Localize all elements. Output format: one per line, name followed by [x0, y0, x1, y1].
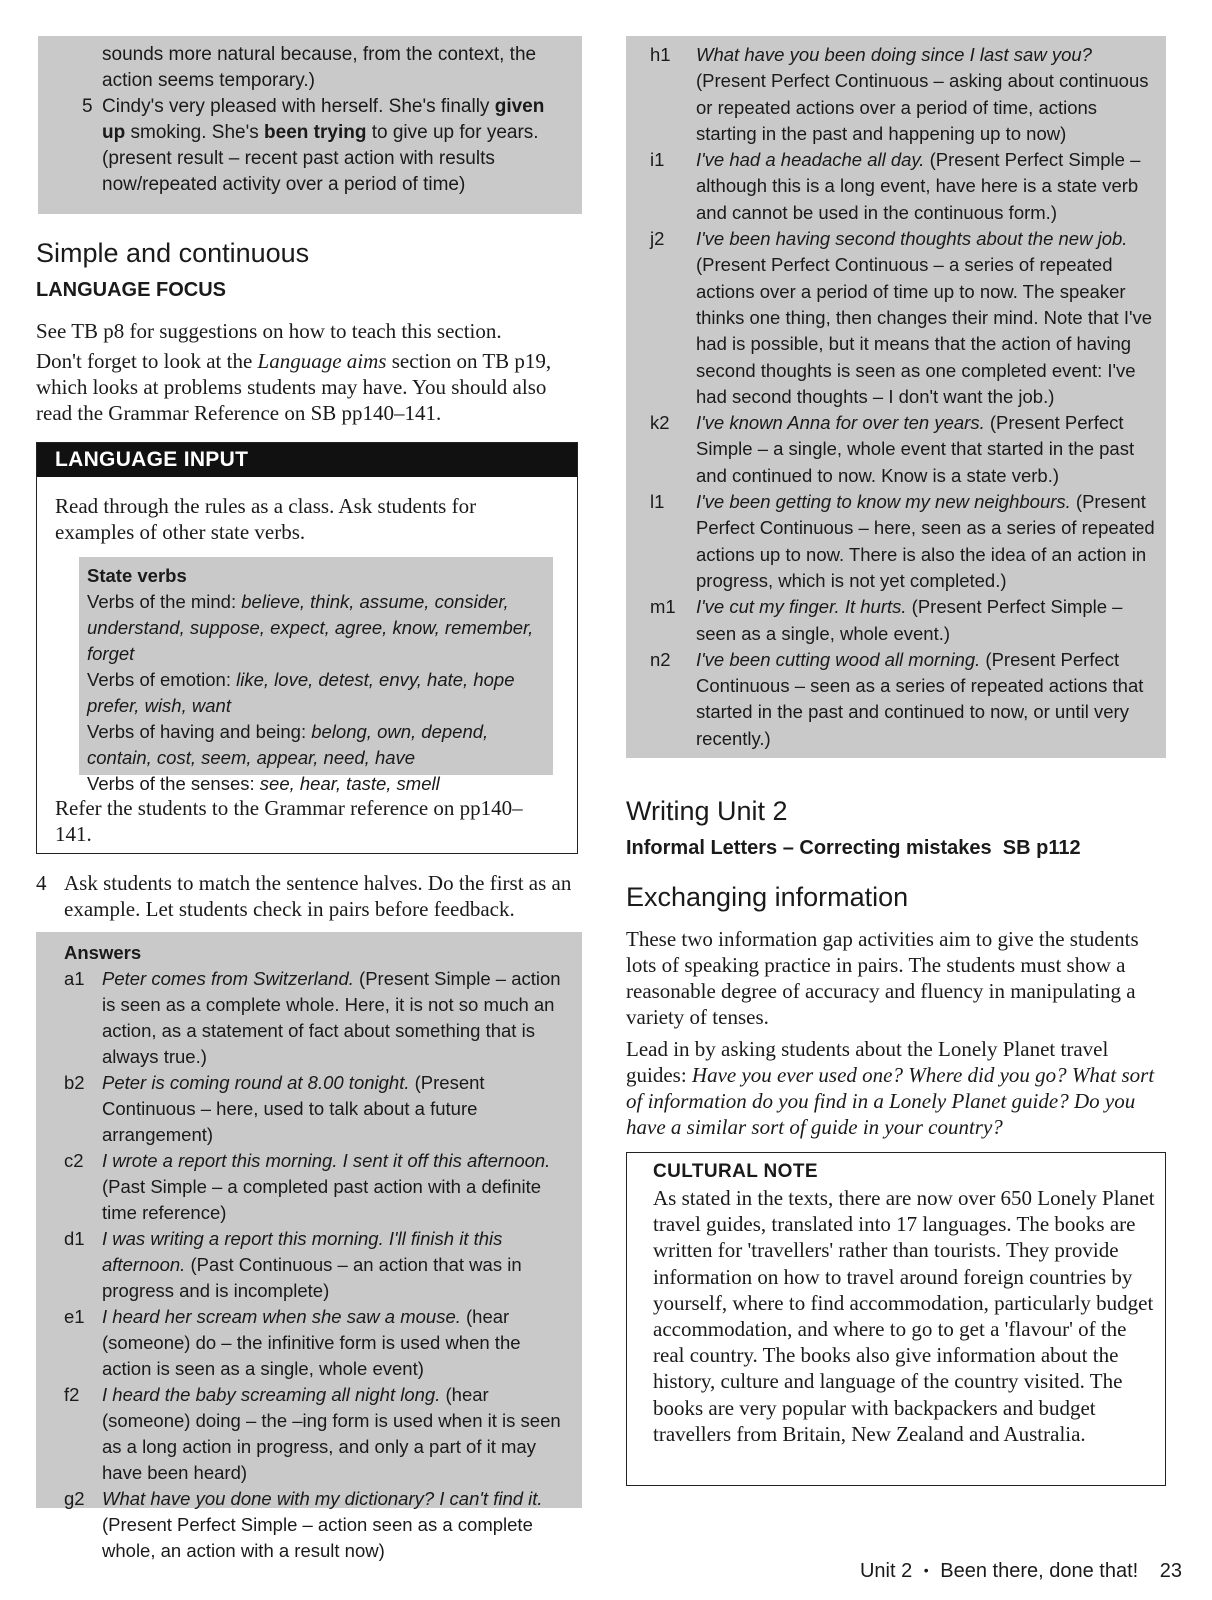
answer-row: m1 I've cut my finger. It hurts. (Present Perfect Simple – seen as a single, whole event.)	[650, 596, 1123, 644]
answer-row: n2 I've been cutting wood all morning. (Present Perfect Continuous – seen as a series of repeated actions that started in the past and continued to now, or until very recently.)	[650, 648, 1144, 749]
answer-row: b2 Peter is coming round at 8.00 tonight. (Present Continuous – here, used to talk about a future arrangement)	[64, 1072, 485, 1145]
state-verbs-box	[79, 557, 553, 794]
state-verbs-row: Verbs of the senses: see, hear, taste, smell	[87, 773, 440, 794]
language-input-outro: Refer the students to the Grammar reference on pp140–141.	[55, 796, 523, 846]
answer-row: k2 I've known Anna for over ten years. (Present Perfect Simple – a single, whole event that started in the past and continued to now. Know is a state verb.)	[650, 412, 1135, 486]
footer-title: Been there, done that!	[940, 1560, 1139, 1582]
exercise-4	[36, 870, 584, 922]
bold-phrase: been trying	[264, 122, 367, 143]
answer-row: d1 I was writing a report this morning. I'll finish it this afternoon. (Past Continuous – an action that was in progress and is incomplete)	[64, 1228, 522, 1301]
aims-paragraph: Don't forget to look at the Language aims section on TB p19, which looks at problems students may have. You should also read the Grammar Reference on SB pp140–141.	[36, 349, 552, 425]
state-verbs-row: Verbs of the mind: believe, think, assume, consider, understand, suppose, expect, agree, know, remember, forget	[87, 591, 534, 664]
answers-title: Answers	[64, 942, 142, 963]
answer-row: e1 I heard her scream when she saw a mouse. (hear (someone) do – the infinitive form is used when the action is seen as a single, whole event)	[64, 1306, 521, 1379]
language-input-intro: Read through the rules as a class. Ask students for examples of other state verbs.	[55, 494, 477, 544]
section-subtitle: LANGUAGE FOCUS	[36, 279, 226, 301]
state-verbs-title: State verbs	[87, 565, 187, 586]
answers-box-continued	[626, 36, 1166, 758]
answer-row: g2 What have you done with my dictionary? I can't find it. (Present Perfect Simple – action seen as a complete whole, an action with a result now)	[64, 1488, 543, 1561]
answer-row: l1 I've been getting to know my new neighbours. (Present Perfect Continuous – here, seen as a series of repeated actions up to now. There is also the idea of an action in progress, which is not yet completed.)	[650, 491, 1155, 591]
cultural-note-box	[626, 1152, 1166, 1486]
writing-title: Writing Unit 2	[626, 796, 788, 826]
footer-dot: •	[923, 1562, 929, 1578]
cultural-note-text: As stated in the texts, there are now over 650 Lonely Planet travel guides, translated into 17 languages. The books are written for 'travellers' rather than tourists. They provide information on how to travel around foreign countries by yourself, where to find accommodation, particularly budget accommodation, and where to go to get a 'flavour' of the real country. The books also give information about the history, culture and language of the country visited. The books are very popular with backpackers and budget travellers from Britain, New Zealand and Australia.	[653, 1186, 1155, 1446]
exercise-text: Ask students to match the sentence halves. Do the first as an example. Let students check in pairs before feedback.	[64, 871, 572, 921]
answer-row: a1 Peter comes from Switzerland. (Present Simple – action is seen as a complete whole. Here, it is not so much an action, as a statement of fact about something that is always true.)	[64, 968, 561, 1067]
answer-row: f2 I heard the baby screaming all night long. (hear (someone) doing – the –ing form is used when it is seen as a long action in progress, and only a part of it may have been heard)	[64, 1384, 561, 1483]
item-number: 5	[82, 96, 93, 117]
language-input-box	[36, 442, 578, 854]
cultural-note-title: CULTURAL NOTE	[653, 1161, 818, 1182]
writing-subtitle: Informal Letters – Correcting mistakes SB p112	[626, 837, 1081, 859]
section-title: Simple and continuous	[36, 238, 310, 268]
page-footer	[860, 1560, 1182, 1583]
continuation-text: sounds more natural because, from the context, the action seems temporary.)	[102, 44, 537, 91]
language-input-header: LANGUAGE INPUT	[37, 443, 577, 477]
page-number: 23	[1159, 1560, 1182, 1582]
answer-item-5: 5 Cindy's very pleased with herself. She's finally given up smoking. She's been trying to give up for years. (present result – recent past action with results now/repeated activity over a period of time)	[82, 96, 545, 195]
answer-row: i1 I've had a headache all day. (Present Perfect Simple – although this is a long event, have here is a state verb and cannot be used in the continuous form.)	[650, 149, 1141, 223]
answer-row: j2 I've been having second thoughts about the new job. (Present Perfect Continuous – a series of repeated actions over a period of time up to now. The speaker thinks one thing, then changes their mind. Note that I've had is possible, but it means that the action of having second thoughts is seen as one completed event: I've had second thoughts – I don't want the job.)	[650, 228, 1153, 407]
state-verbs-row: Verbs of having and being: belong, own, depend, contain, cost, seem, appear, need, have	[87, 721, 489, 768]
answer-row: h1 What have you been doing since I last saw you? (Present Perfect Continuous – asking about continuous or repeated actions over a period of time, actions starting in the past and happening up to now)	[650, 44, 1149, 144]
state-verbs-row: Verbs of emotion: like, love, detest, envy, hate, hope prefer, wish, want	[87, 669, 515, 716]
writing-paragraph-2: Lead in by asking students about the Lonely Planet travel guides: Have you ever used one? Where did you go? What sort of information do you find in a Lonely Planet guide? Do you have a similar sort of guide in your country?	[626, 1037, 1155, 1139]
footer-unit: Unit 2	[859, 1560, 913, 1582]
answer-row: c2 I wrote a report this morning. I sent it off this afternoon. (Past Simple – a completed past action with a definite time reference)	[64, 1150, 551, 1223]
writing-paragraph-1: These two information gap activities aim to give the students lots of speaking practice in pairs. The students must show a reasonable degree of accuracy and fluency in manipulating a variety of tenses.	[626, 927, 1139, 1029]
answers-box	[36, 932, 582, 1561]
exercise-number: 4	[36, 871, 47, 895]
bold-phrase: given up	[102, 96, 545, 143]
exchanging-heading: Exchanging information	[626, 882, 909, 912]
answer-box-continuation	[38, 36, 582, 214]
intro-paragraph: See TB p8 for suggestions on how to teach this section.	[36, 319, 502, 343]
